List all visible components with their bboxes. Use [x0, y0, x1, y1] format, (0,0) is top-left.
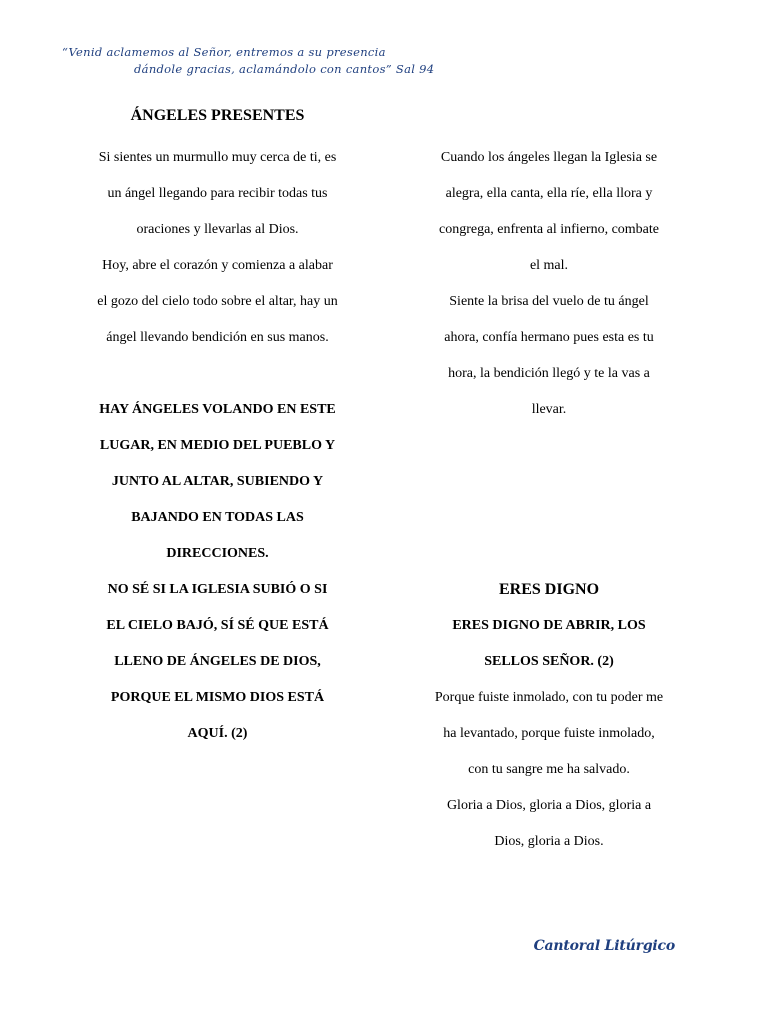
chorus-line: AQUÍ. (2)	[187, 726, 248, 741]
song2-chorus	[418, 608, 680, 680]
chorus-line: NO SÉ SI LA IGLESIA SUBIÓ O SI	[107, 582, 328, 597]
song-title-eres-digno: ERES DIGNO	[498, 581, 600, 598]
chorus-line: LUGAR, EN MEDIO DEL PUEBLO Y	[99, 438, 336, 453]
lyric-line: el gozo del cielo todo sobre el altar, hay un	[97, 294, 338, 309]
chorus-line: JUNTO AL ALTAR, SUBIENDO Y	[111, 474, 324, 489]
lyric-line: alegra, ella canta, ella ríe, ella llora y	[445, 186, 653, 201]
column-spacer	[418, 428, 680, 572]
lyric-line: Gloria a Dios, gloria a Dios, gloria a	[446, 798, 652, 813]
chorus-line: DIRECCIONES.	[166, 546, 269, 561]
chorus-line: LLENO DE ÁNGELES DE DIOS,	[114, 654, 321, 669]
lyric-line: Si sientes un murmullo muy cerca de ti, es	[98, 150, 337, 165]
chorus-line: EL CIELO BAJÓ, SÍ SÉ QUE ESTÁ	[106, 618, 329, 633]
lyric-line: ángel llevando bendición en sus manos.	[106, 330, 329, 345]
lyric-line: Hoy, abre el corazón y comienza a alabar	[102, 258, 333, 273]
song1-verse2	[418, 140, 680, 428]
epigraph-line-2: dándole gracias, aclamándolo con cantos” Sal 94	[134, 62, 435, 76]
footer-title: Cantoral Litúrgico	[533, 938, 675, 954]
song1-chorus	[80, 392, 355, 752]
lyric-line: Dios, gloria a Dios.	[494, 834, 604, 849]
lyric-line: Siente la brisa del vuelo de tu ángel	[449, 294, 649, 309]
lyric-line: Porque fuiste inmolado, con tu poder me	[434, 690, 664, 705]
chorus-line: PORQUE EL MISMO DIOS ESTÁ	[110, 690, 325, 705]
chorus-line: HAY ÁNGELES VOLANDO EN ESTE	[99, 402, 336, 417]
song1-verse1	[80, 140, 355, 356]
lyric-line: un ángel llegando para recibir todas tus	[107, 186, 328, 201]
epigraph-quote	[60, 44, 440, 78]
chorus-line: ERES DIGNO DE ABRIR, LOS	[452, 618, 646, 633]
lyric-line: oraciones y llevarlas al Dios.	[136, 222, 299, 237]
left-column	[80, 104, 355, 752]
song2-verse	[418, 680, 680, 860]
lyric-line: Cuando los ángeles llegan la Iglesia se	[440, 150, 658, 165]
right-column	[418, 140, 680, 860]
chorus-line: BAJANDO EN TODAS LAS	[131, 510, 304, 525]
chorus-line: SELLOS SEÑOR. (2)	[484, 654, 614, 669]
lyric-line: con tu sangre me ha salvado.	[468, 762, 630, 777]
epigraph-line-1: “Venid aclamemos al Señor, entremos a su presencia	[62, 45, 386, 59]
song-title-angeles-presentes: ÁNGELES PRESENTES	[130, 107, 305, 124]
lyric-line: hora, la bendición llegó y te la vas a	[448, 366, 650, 381]
lyric-line: ahora, confía hermano pues esta es tu	[444, 330, 654, 345]
lyric-line: el mal.	[529, 258, 569, 273]
stanza-gap	[80, 356, 355, 392]
lyric-line: ha levantado, porque fuiste inmolado,	[443, 726, 655, 741]
lyric-line: llevar.	[531, 402, 567, 417]
lyric-line: congrega, enfrenta al infierno, combate	[438, 222, 659, 237]
